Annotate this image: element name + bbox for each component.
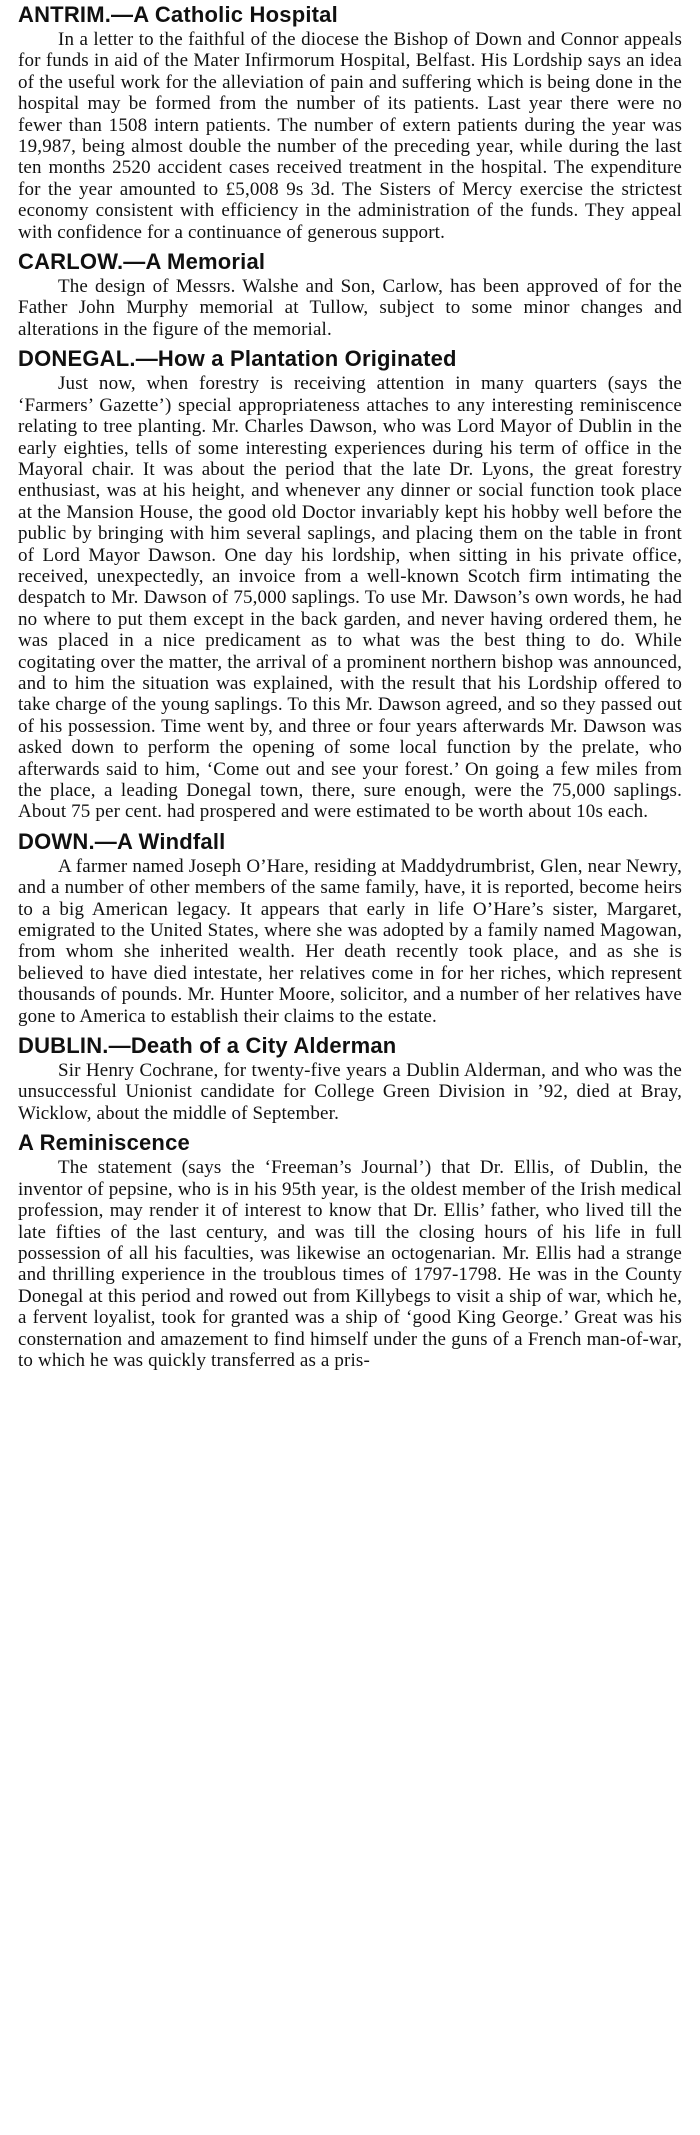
article-heading: DONEGAL.—How a Plantation Originated [18, 346, 457, 372]
article-dublin [18, 1033, 682, 1124]
article-body: In a letter to the faithful of the diocese the Bishop of Down and Connor appeals for funds in aid of the Mater Infirmorum Hospital, Belfast. His Lordship says an idea of the useful work for the alleviation of pain and suffering which is being done in the hospital may be formed from the number of its patients. Last year there were no fewer than 1508 intern patients. The number of extern patients during the year was 19,987, being almost double the number of the preceding year, while during the last ten months 2520 accident cases received treatment in the hospital. The expenditure for the year amounted to £5,008 9s 3d. The Sisters of Mercy exercise the strictest economy consistent with efficiency in the administration of the funds. They appeal with confidence for a continuance of generous support. [18, 29, 682, 243]
article-donegal [18, 346, 682, 823]
article-body: Just now, when forestry is receiving attention in many quarters (says the ‘Farmers’ Gazette’) special appropriateness attaches to any interesting reminiscence relating to tree planting. Mr. Charles Dawson, who was Lord Mayor of Dublin in the early eighties, tells of some interesting experiences during his term of office in the Mayoral chair. It was about the period that the late Dr. Lyons, the great forestry enthusiast, was at his height, and whenever any dinner or social function took place at the Mansion House, the good old Doctor invariably kept his hobby well before the public by bringing with him several saplings, and placing them on the table in front of Lord Mayor Dawson. One day his lordship, when sitting in his private office, received, unexpectedly, an invoice from a well-known Scotch firm intimating the despatch to Mr. Dawson of 75,000 saplings. To use Mr. Dawson’s own words, he had no where to put them except in the back garden, and never having ordered them, he was placed in a nice predicament as to what was the best thing to do. While cogitating over the matter, the arrival of a prominent northern bishop was announced, and to him the situation was explained, with the result that his Lordship offered to take charge of the young saplings. To this Mr. Dawson agreed, and so they passed out of his possession. Time went by, and three or four years afterwards Mr. Dawson was asked down to perform the opening of some local function by the prelate, who afterwards said to him, ‘Come out and see your forest.’ On going a few miles from the place, a leading Donegal town, there, sure enough, were the 75,000 saplings. About 75 per cent. had prospered and were estimated to be worth about 10s each. [18, 373, 682, 823]
article-reminiscence [18, 1130, 682, 1371]
article-carlow [18, 249, 682, 340]
article-body: A farmer named Joseph O’Hare, residing at Maddydrumbrist, Glen, near Newry, and a number of other members of the same family, have, it is reported, become heirs to a big American legacy. It appears that early in life O’Hare’s sister, Margaret, emigrated to the United States, where she was adopted by a family named Magowan, from whom she inherited wealth. Her death recently took place, and as she is believed to have died intestate, her relatives come in for her riches, which represent thousands of pounds. Mr. Hunter Moore, solicitor, and a number of her relatives have gone to America to establish their claims to the estate. [18, 855, 682, 1027]
newspaper-column [18, 2, 682, 1377]
article-antrim [18, 2, 682, 243]
article-down [18, 829, 682, 1027]
article-heading: DOWN.—A Windfall [18, 828, 226, 854]
article-body: Sir Henry Cochrane, for twenty-five years a Dublin Alderman, and who was the unsuccessful Unionist candidate for College Green Division in ’92, died at Bray, Wicklow, about the middle of September. [18, 1060, 682, 1124]
article-body: The statement (says the ‘Freeman’s Journal’) that Dr. Ellis, of Dublin, the inventor of pepsine, who is in his 95th year, is the oldest member of the Irish medical profession, may render it of interest to know that Dr. Ellis’ father, who lived till the late fifties of the last century, and was till the closing hours of his life in full possession of all his faculties, was likewise an octogenarian. Mr. Ellis had a strange and thrilling experience in the troublous times of 1797-1798. He was in the County Donegal at this period and rowed out from Killybegs to visit a ship of war, which he, a fervent loyalist, took for granted was a ship of ‘good King George.’ Great was his consternation and amazement to find himself under the guns of a French man-of-war, to which he was quickly transferred as a pris- [18, 1157, 682, 1371]
article-heading: A Reminiscence [18, 1130, 190, 1156]
article-heading: CARLOW.—A Memorial [18, 249, 266, 275]
article-heading: ANTRIM.—A Catholic Hospital [18, 2, 338, 27]
article-heading: DUBLIN.—Death of a City Alderman [18, 1033, 397, 1059]
article-body: The design of Messrs. Walshe and Son, Carlow, has been approved of for the Father John Murphy memorial at Tullow, subject to some minor changes and alterations in the figure of the memorial. [18, 276, 682, 340]
